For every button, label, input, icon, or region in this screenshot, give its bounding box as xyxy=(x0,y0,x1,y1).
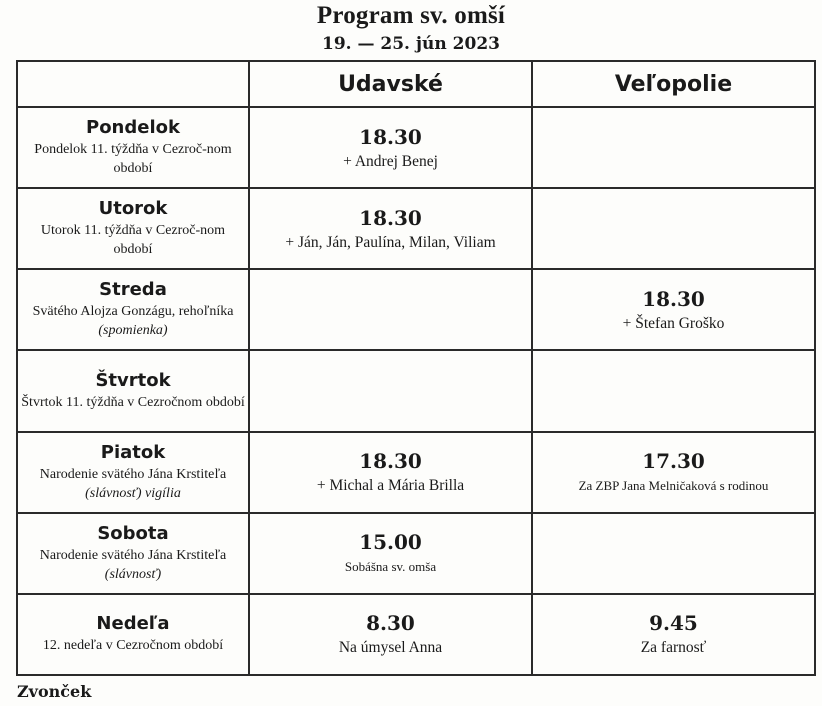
table-row xyxy=(17,432,815,513)
table-row xyxy=(17,350,815,431)
udavske-cell xyxy=(249,107,532,188)
mass-intention: + Štefan Groško xyxy=(622,314,725,332)
mass-intention: + Michal a Mária Brilla xyxy=(316,477,465,495)
table-row xyxy=(17,513,815,594)
udavske-cell xyxy=(249,350,532,431)
table-row xyxy=(17,188,815,269)
day-cell xyxy=(17,188,249,269)
day-cell xyxy=(17,513,249,594)
mass-time: 18.30 xyxy=(359,449,422,474)
velopolie-cell xyxy=(532,432,815,513)
udavske-cell xyxy=(249,188,532,269)
velopolie-cell xyxy=(532,269,815,350)
mass-time: 17.30 xyxy=(642,449,705,474)
table-row xyxy=(17,269,815,350)
day-description: 12. nedeľa v Cezročnom období xyxy=(42,638,224,654)
date-range: 19. — 25. jún 2023 xyxy=(321,34,500,54)
header-day-cell xyxy=(17,61,249,107)
table-header-row xyxy=(17,61,815,107)
day-name: Štvrtok xyxy=(95,370,171,391)
velopolie-cell xyxy=(532,513,815,594)
day-description: Narodenie svätého Jána Krstiteľa (slávnosť) xyxy=(39,547,227,582)
day-cell xyxy=(17,432,249,513)
mass-time: 18.30 xyxy=(359,205,422,230)
day-name: Streda xyxy=(99,279,167,301)
header-udavske: Udavské xyxy=(249,61,532,107)
mass-schedule-table xyxy=(16,60,816,676)
mass-time: 8.30 xyxy=(366,611,415,636)
day-description: Pondelok 11. týždňa v Cezroč-nom období xyxy=(34,142,232,177)
udavske-cell xyxy=(249,432,532,513)
mass-time: 18.30 xyxy=(359,124,422,149)
velopolie-cell xyxy=(532,350,815,431)
day-name: Piatok xyxy=(100,441,166,463)
footer-title: Zvonček xyxy=(17,682,92,701)
page-title: Program sv. omší xyxy=(316,2,506,29)
mass-intention: Za farnosť xyxy=(640,639,707,657)
table-row xyxy=(17,594,815,675)
table-row xyxy=(17,107,815,188)
mass-time: 18.30 xyxy=(642,286,705,311)
mass-intention: Sobášna sv. omša xyxy=(344,559,437,575)
velopolie-cell xyxy=(532,188,815,269)
day-name: Sobota xyxy=(97,522,169,544)
header-velopolie: Veľopolie xyxy=(532,61,815,107)
mass-time: 15.00 xyxy=(359,530,422,555)
day-name: Pondelok xyxy=(86,117,180,139)
mass-intention: + Ján, Ján, Paulína, Milan, Viliam xyxy=(285,233,496,251)
day-name: Nedeľa xyxy=(96,613,170,635)
udavske-cell xyxy=(249,269,532,350)
mass-intention: Na úmysel Anna xyxy=(338,639,443,657)
mass-intention: Za ZBP Jana Melničaková s rodinou xyxy=(578,478,769,494)
day-description: Štvrtok 11. týždňa v Cezročnom období xyxy=(21,395,245,410)
day-cell xyxy=(17,594,249,675)
velopolie-cell xyxy=(532,594,815,675)
day-name: Utorok xyxy=(98,198,168,220)
day-description: Svätého Alojza Gonzágu, rehoľníka (spomienka) xyxy=(32,304,234,339)
mass-time: 9.45 xyxy=(649,611,698,636)
day-cell xyxy=(17,350,249,431)
udavske-cell xyxy=(249,513,532,594)
day-description: Narodenie svätého Jána Krstiteľa (slávnosť) vigília xyxy=(39,466,227,501)
day-description: Utorok 11. týždňa v Cezroč-nom období xyxy=(40,223,226,258)
day-cell xyxy=(17,269,249,350)
mass-intention: + Andrej Benej xyxy=(343,152,438,170)
day-cell xyxy=(17,107,249,188)
velopolie-cell xyxy=(532,107,815,188)
udavske-cell xyxy=(249,594,532,675)
